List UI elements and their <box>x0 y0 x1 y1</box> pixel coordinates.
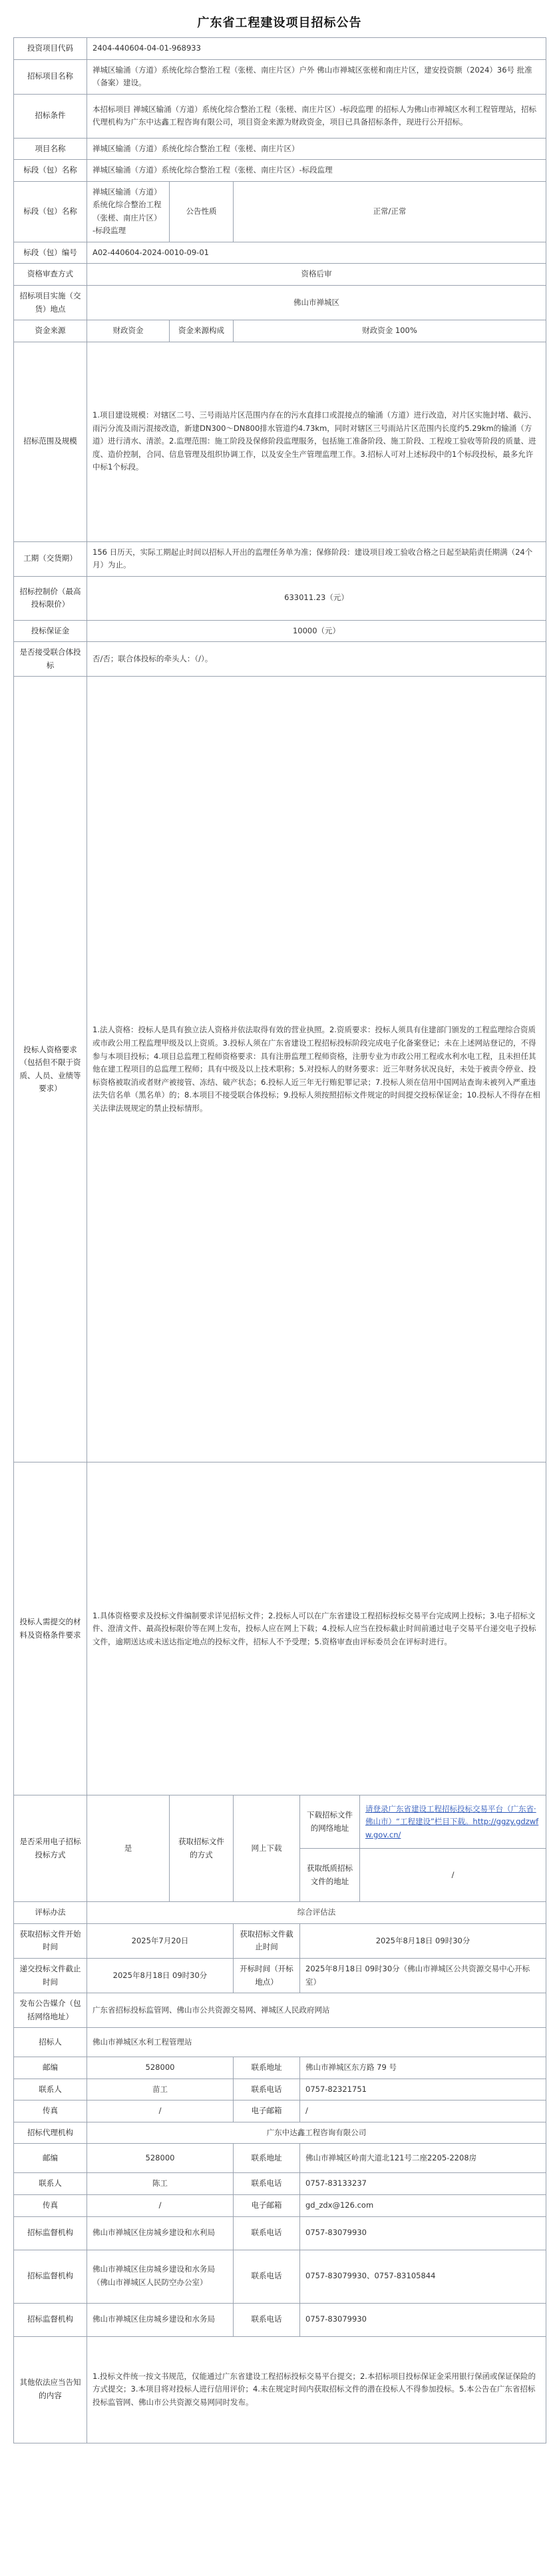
cell-value: 2404-440604-04-01-968933 <box>87 38 546 60</box>
cell-label: 获取招标文件的方式 <box>170 1795 234 1902</box>
cell-value: 正常/正常 <box>234 181 546 242</box>
cell-label: 招标监督机构 <box>14 2303 87 2336</box>
table-row <box>14 38 546 60</box>
cell-value: 2025年8月18日 09时30分 <box>300 1923 546 1958</box>
table-row <box>14 677 546 1462</box>
cell-value: 1.项目建设规模：对辖区二号、三号雨站片区范围内存在的污水直排口或混接点的输涌（方道）进行改造，对片区实施封堵、截污、雨污分流及雨污混接改造，新建DN300～DN800排水管道约4.73km，同时对辖区三号雨站片区范围内长度约5.29km的输涌（方道）进行清水、清淤。2.监理范围：施工阶段及保修阶段监理服务，包括施工准备阶段、施工阶段、工程竣工验收等阶段的质量、进度、造价控制，合同、信息管理及组织协调工作，以及安全生产管理监理工作。3.招标人可对上述标段中的1个标段投标，最多允许中标1个标段。 <box>87 342 546 541</box>
cell-label: 项目名称 <box>14 138 87 160</box>
table-row <box>14 1795 546 1849</box>
table-row <box>14 1959 546 1993</box>
table-row <box>14 342 546 541</box>
cell-value: 2025年7月20日 <box>87 1923 234 1958</box>
cell-label: 联系电话 <box>234 2250 300 2303</box>
cell-value: 佛山市禅城区住房城乡建设和水利局 <box>87 2216 234 2250</box>
cell-label: 是否采用电子招标投标方式 <box>14 1795 87 1902</box>
cell-label: 传真 <box>14 2194 87 2216</box>
cell-label: 联系人 <box>14 2173 87 2195</box>
cell-label: 资金来源 <box>14 320 87 342</box>
cell-label: 联系电话 <box>234 2216 300 2250</box>
cell-label: 传真 <box>14 2100 87 2122</box>
cell-label: 是否接受联合体投标 <box>14 642 87 677</box>
cell-value: 综合评估法 <box>87 1902 546 1924</box>
table-row <box>14 181 546 242</box>
cell-value: / <box>300 2100 546 2122</box>
cell-label: 电子邮箱 <box>234 2100 300 2122</box>
cell-label: 电子邮箱 <box>234 2194 300 2216</box>
cell-value: 0757-83079930 <box>300 2216 546 2250</box>
cell-value: 佛山市禅城区住房城乡建设和水务局 <box>87 2303 234 2336</box>
cell-label: 招标监督机构 <box>14 2250 87 2303</box>
table-row <box>14 620 546 642</box>
cell-label: 联系地址 <box>234 2144 300 2173</box>
cell-value: 0757-83079930 <box>300 2303 546 2336</box>
cell-value: 财政资金 <box>87 320 170 342</box>
cell-label: 获取招标文件截止时间 <box>234 1923 300 1958</box>
table-row <box>14 242 546 264</box>
cell-label: 邮编 <box>14 2144 87 2173</box>
table-row <box>14 2250 546 2303</box>
cell-label: 获取纸质招标文件的地址 <box>300 1849 360 1902</box>
table-row <box>14 642 546 677</box>
table-row <box>14 160 546 182</box>
cell-value: 佛山市禅城区住房城乡建设和水务局（佛山市禅城区人民防空办公室） <box>87 2250 234 2303</box>
cell-value: 2025年8月18日 09时30分（佛山市禅城区公共资源交易中心开标室） <box>300 1959 546 1993</box>
cell-value: 1.投标文件统一按文书规范，仅能通过广东省建设工程招标投标交易平台提交；2.本招标项目投标保证金采用银行保函或保证保险的方式提交；3.本项目将对投标人进行信用评价；4.未在规定时间内获取招标文件的潜在投标人不得参加投标。5.本公告在广东省招标投标监管网、佛山市公共资源交易网同时发布。 <box>87 2336 546 2443</box>
cell-value <box>360 1795 546 1849</box>
cell-value: / <box>87 2100 234 2122</box>
cell-value: 1.法人资格：投标人是具有独立法人资格并依法取得有效的营业执照。2.资质要求：投标人须具有住建部门颁发的工程监理综合资质或市政公用工程监理甲级及以上资质。3.投标人须在广东省建设工程招标投标阶段完成电子化备案登记；未在上述网站登记的，不得参与本项目投标；4.项目总监理工程师资格要求：具有注册监理工程师资格，注册专业为市政公用工程或水利水电工程，且未担任其他在建工程项目的总监理工程师；具有中级及以上技术职称；5.对投标人的财务要求：近三年财务状况良好，未处于被责令停业、投标资格被取消或者财产被接管、冻结、破产状态；6.投标人近三年无行贿犯罪记录；7.投标人须在信用中国网站查询未被列入严重违法失信名单（黑名单）的；8.本项目不接受联合体投标；9.投标人须按照招标文件规定的时间提交投标保证金；10.投标人不得存在相关法律法规规定的禁止投标情形。 <box>87 677 546 1462</box>
table-row <box>14 2057 546 2079</box>
cell-label: 标段（包）名称 <box>14 160 87 182</box>
table-row <box>14 1923 546 1958</box>
cell-value: 苗工 <box>87 2079 234 2100</box>
page-title: 广东省工程建设项目招标公告 <box>197 16 362 30</box>
cell-value: 佛山市禅城区水利工程管理站 <box>87 2028 546 2057</box>
table-row <box>14 320 546 342</box>
table-row <box>14 2122 546 2144</box>
table-row <box>14 541 546 576</box>
cell-value: 1.具体资格要求及投标文件编制要求详见招标文件；2.投标人可以在广东省建设工程招标投标交易平台完成网上投标；3.电子招标文件、澄清文件、最高投标限价等在网上发布，投标人应在网上下载；4.投标人应当在投标截止时间前通过电子交易平台递交电子投标文件，逾期送达或未送达指定地点的投标文件，招标人不予受理；5.资格审查由评标委员会在评标时进行。 <box>87 1462 546 1795</box>
table-row <box>14 1993 546 2028</box>
cell-value: 本招标项目 禅城区输涌（方道）系统化综合整治工程（张槎、南庄片区）-标段监理 的招标人为佛山市禅城区水利工程管理站，招标代理机构为广东中达鑫工程咨询有限公司，项目资金来源为财政资金，项目已具备招标条件，现进行公开招标。 <box>87 94 546 138</box>
announcement-page <box>13 0 546 2443</box>
table-row <box>14 138 546 160</box>
table-row <box>14 1902 546 1924</box>
cell-value: gd_zdx@126.com <box>300 2194 546 2216</box>
tender-table <box>13 37 546 2443</box>
cell-label: 公告性质 <box>170 181 234 242</box>
cell-label: 资格审查方式 <box>14 264 87 286</box>
cell-value: 633011.23（元） <box>87 576 546 620</box>
cell-label: 投标保证金 <box>14 620 87 642</box>
cell-label: 联系人 <box>14 2079 87 2100</box>
cell-label: 获取招标文件开始时间 <box>14 1923 87 1958</box>
table-row <box>14 2100 546 2122</box>
cell-label: 联系电话 <box>234 2303 300 2336</box>
cell-value: 佛山市禅城区 <box>87 286 546 320</box>
cell-value: / <box>87 2194 234 2216</box>
cell-value: 佛山市禅城区东方路 79 号 <box>300 2057 546 2079</box>
download-link[interactable]: 请登录广东省建设工程招标投标交易平台（广东省·佛山市）“工程建设”栏目下载。http://ggzy.gdzwfw.gov.cn/ <box>365 1803 539 1839</box>
cell-label: 联系地址 <box>234 2057 300 2079</box>
cell-value: 0757-83133237 <box>300 2173 546 2195</box>
table-row <box>14 264 546 286</box>
cell-label: 招标监督机构 <box>14 2216 87 2250</box>
cell-value: 资格后审 <box>87 264 546 286</box>
cell-value: A02-440604-2024-0010-09-01 <box>87 242 546 264</box>
cell-value: 2025年8月18日 09时30分 <box>87 1959 234 1993</box>
cell-label: 招标控制价（最高投标限价） <box>14 576 87 620</box>
cell-value: 528000 <box>87 2057 234 2079</box>
table-row <box>14 286 546 320</box>
cell-label: 联系电话 <box>234 2173 300 2195</box>
table-row <box>14 2194 546 2216</box>
cell-value: 528000 <box>87 2144 234 2173</box>
table-row <box>14 59 546 94</box>
cell-label: 招标范围及规模 <box>14 342 87 541</box>
table-row <box>14 2303 546 2336</box>
cell-value: 10000（元） <box>87 620 546 642</box>
cell-value: 禅城区输涌（方道）系统化综合整治工程（张槎、南庄片区）户外 佛山市禅城区张槎和南庄片区，建安投资额（2024）36号 批准（备案）建设。 <box>87 59 546 94</box>
table-row <box>14 576 546 620</box>
cell-label: 招标条件 <box>14 94 87 138</box>
cell-label: 下载招标文件的网络地址 <box>300 1795 360 1849</box>
cell-value: 禅城区输涌（方道）系统化综合整治工程（张槎、南庄片区）-标段监理 <box>87 181 170 242</box>
cell-label: 投标人需提交的材料及资格条件要求 <box>14 1462 87 1795</box>
cell-value: / <box>360 1849 546 1902</box>
cell-label: 招标人 <box>14 2028 87 2057</box>
cell-value: 禅城区输涌（方道）系统化综合整治工程（张槎、南庄片区）-标段监理 <box>87 160 546 182</box>
cell-value: 0757-82321751 <box>300 2079 546 2100</box>
cell-label: 资金来源构成 <box>170 320 234 342</box>
cell-label: 递交投标文件截止时间 <box>14 1959 87 1993</box>
table-row <box>14 2144 546 2173</box>
cell-value: 财政资金 100% <box>234 320 546 342</box>
cell-label: 邮编 <box>14 2057 87 2079</box>
cell-value: 广东省招标投标监管网、佛山市公共资源交易网、禅城区人民政府网站 <box>87 1993 546 2028</box>
cell-label: 评标办法 <box>14 1902 87 1924</box>
table-row <box>14 2216 546 2250</box>
cell-label: 投资项目代码 <box>14 38 87 60</box>
cell-label: 招标项目实施（交货）地点 <box>14 286 87 320</box>
cell-value: 是 <box>87 1795 170 1902</box>
cell-label: 开标时间（开标地点） <box>234 1959 300 1993</box>
table-row <box>14 1462 546 1795</box>
cell-label: 招标代理机构 <box>14 2122 87 2144</box>
table-row <box>14 2173 546 2195</box>
table-row <box>14 2079 546 2100</box>
cell-value: 0757-83079930、0757-83105844 <box>300 2250 546 2303</box>
cell-label: 标段（包）名称 <box>14 181 87 242</box>
cell-value: 否/否；联合体投标的牵头人：（/）。 <box>87 642 546 677</box>
cell-value: 禅城区输涌（方道）系统化综合整治工程（张槎、南庄片区） <box>87 138 546 160</box>
table-row <box>14 2336 546 2443</box>
cell-value: 佛山市禅城区岭南大道北121号二座2205-2208房 <box>300 2144 546 2173</box>
cell-label: 标段（包）编号 <box>14 242 87 264</box>
cell-value: 广东中达鑫工程咨询有限公司 <box>87 2122 546 2144</box>
cell-value: 陈工 <box>87 2173 234 2195</box>
cell-value: 156 日历天，实际工期起止时间以招标人开出的监理任务单为准；保修阶段：建设项目竣工验收合格之日起至缺陷责任期满（24个月）为止。 <box>87 541 546 576</box>
cell-label: 其他依法应当告知的内容 <box>14 2336 87 2443</box>
cell-value: 网上下载 <box>234 1795 300 1902</box>
cell-label: 发布公告媒介（包括网络地址） <box>14 1993 87 2028</box>
cell-label: 联系电话 <box>234 2079 300 2100</box>
table-row <box>14 94 546 138</box>
cell-label: 工期（交货期） <box>14 541 87 576</box>
cell-label: 投标人资格要求（包括但不限于资质、人员、业绩等要求） <box>14 677 87 1462</box>
cell-label: 招标项目名称 <box>14 59 87 94</box>
table-row <box>14 2028 546 2057</box>
